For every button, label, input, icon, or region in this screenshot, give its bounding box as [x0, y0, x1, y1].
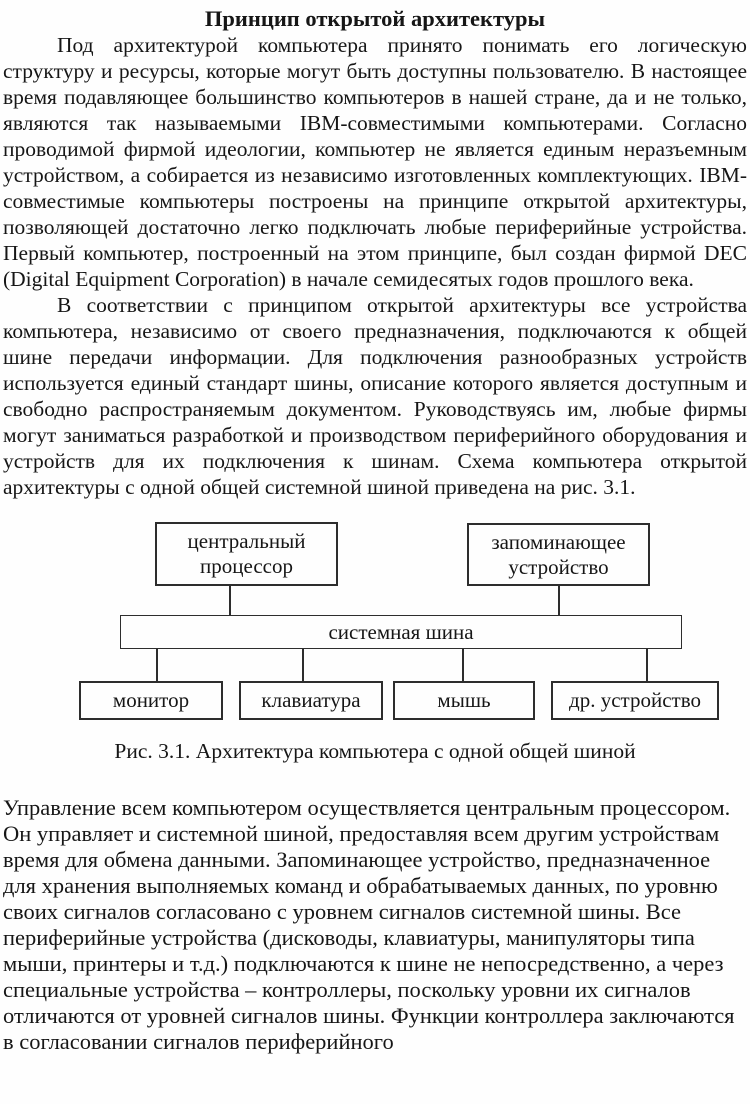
connector-bus-to-keyboard — [302, 649, 304, 681]
diagram-node-mouse: мышь — [393, 681, 535, 720]
connector-bus-to-mouse — [462, 649, 464, 681]
diagram-node-other-device: др. устройство — [551, 681, 719, 720]
connector-cpu-to-bus — [229, 586, 231, 615]
paragraph-architecture-intro: Под архитектурой компьютера принято понимать его логическую структуру и ресурсы, которые могут быть доступны пользователю. В настоящее время подавляющее большинство компьютеров в нашей стране, да и не только, являются так называемыми IBM-совместимыми компьютерами. Согласно проводимой фирмой идеологии, компьютер не является единым неразъемным устройством, а собирается из независимо изготовленных комплектующих. IBM-совместимые компьютеры построены на принципе открытой архитектуры, позволяющей достаточно легко подключать любые периферийные устройства. Первый компьютер, построенный на этом принципе, был создан фирмой DEC (Digital Equipment Corporation) в начале семидесятых годов прошлого века. — [3, 33, 747, 291]
diagram-node-keyboard: клавиатура — [239, 681, 383, 720]
figure-caption: Рис. 3.1. Архитектура компьютера с одной общей шиной — [114, 739, 636, 763]
paragraph-controller-description: Управление всем компьютером осуществляется центральным процессором. Он управляет и системной шиной, предоставляя всем другим устройствам время для обмена данными. Запоминающее устройство, предназначенное для хранения выполняемых команд и обрабатываемых данных, по уровню своих сигналов согласовано с уровнем сигналов системной шины. Все периферийные устройства (дисководы, клавиатуры, манипуляторы типа мыши, принтеры и т.д.) подключаются к шине не непосредственно, а через специальные устройства – контроллеры, поскольку уровни их сигналов отличаются от уровней сигналов шины. Функции контроллера заключаются в согласовании сигналов периферийного — [3, 795, 735, 1054]
diagram-node-monitor: монитор — [79, 681, 223, 720]
connector-bus-to-monitor — [156, 649, 158, 681]
diagram-node-memory: запоминающее устройство — [467, 523, 650, 586]
diagram-node-system-bus: системная шина — [120, 615, 682, 649]
document-title: Принцип открытой архитектуры — [204, 6, 546, 31]
connector-bus-to-other — [646, 649, 648, 681]
diagram-node-cpu: центральный процессор — [155, 522, 338, 586]
architecture-diagram — [0, 522, 750, 720]
connector-memory-to-bus — [558, 586, 560, 615]
paragraph-open-architecture-principle: В соответствии с принципом открытой архитектуры все устройства компьютера, независимо от своего предназначения, подключаются к общей шине передачи информации. Для подключения разнообразных устройств используется единый стандарт шины, описание которого является доступным и свободно распространяемым документом. Руководствуясь им, любые фирмы могут заниматься разработкой и производством периферийного оборудования и устройств для их подключения к шинам. Схема компьютера открытой архитектуры с одной общей системной шиной приведена на рис. 3.1. — [3, 293, 747, 499]
